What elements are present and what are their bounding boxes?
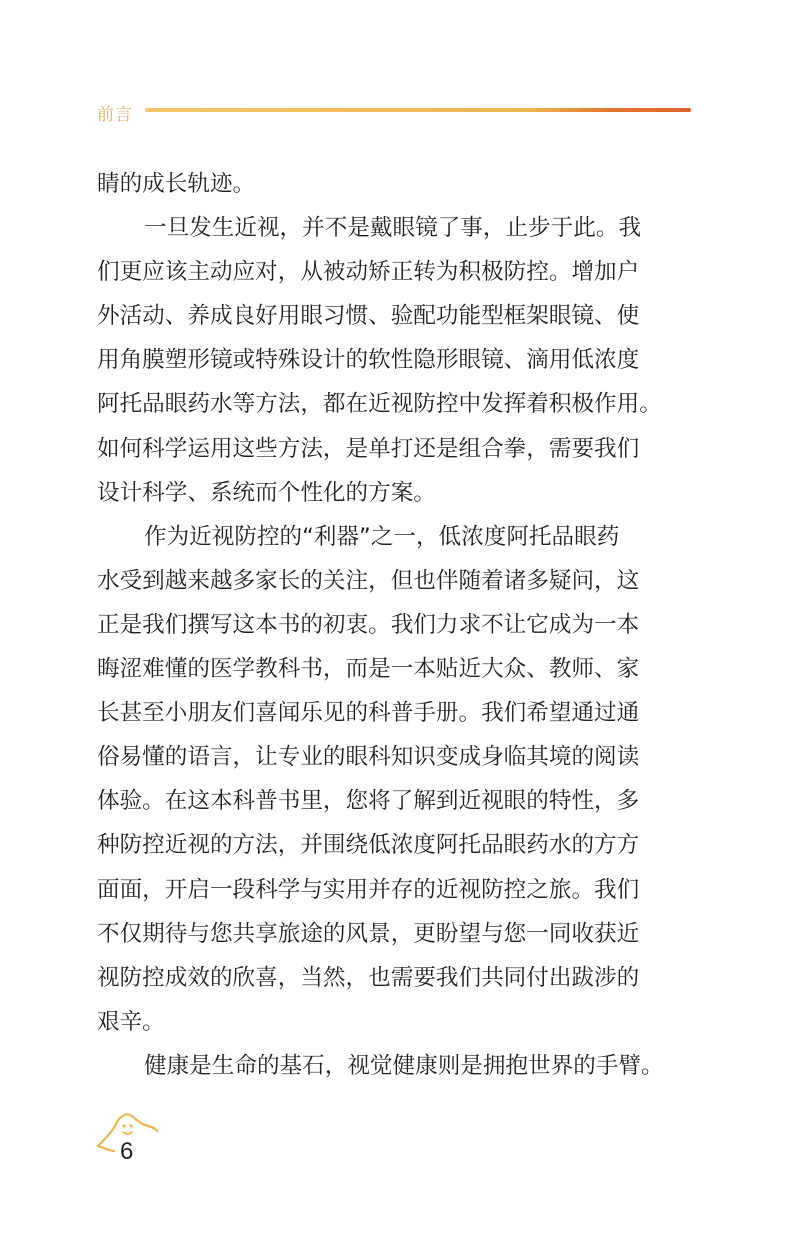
text-line: 不仅期待与您共享旅途的风景，更盼望与您一同收获近 (97, 920, 640, 947)
text-line: 长甚至小朋友们喜闻乐见的科普手册。我们希望通过通 (97, 700, 640, 727)
text-line: 面面，开启一段科学与实用并存的近视防控之旅。我们 (97, 876, 640, 903)
text-line: 俗易懂的语言，让专业的眼科知识变成身临其境的阅读 (97, 744, 640, 771)
body-text (97, 162, 693, 1088)
text-line: 设计科学、系统而个性化的方案。 (97, 479, 436, 506)
text-line: 晦涩难懂的医学教科书，而是一本贴近大众、教师、家 (97, 656, 640, 683)
text-line: 作为近视防控的“利器”之一，低浓度阿托品眼药 (144, 523, 620, 550)
text-line: 一旦发生近视，并不是戴眼镜了事，止步于此。我 (144, 215, 642, 242)
text-line: 视防控成效的欣喜，当然，也需要我们共同付出跋涉的 (97, 964, 640, 991)
text-line: 水受到越来越多家长的关注，但也伴随着诸多疑问，这 (97, 567, 640, 594)
page-footer (96, 1110, 166, 1170)
text-line: 外活动、养成良好用眼习惯、验配功能型框架眼镜、使 (97, 303, 640, 330)
text-line: 如何科学运用这些方法，是单打还是组合拳，需要我们 (97, 435, 640, 462)
text-line: 种防控近视的方法，并围绕低浓度阿托品眼药水的方方 (97, 832, 640, 859)
text-line: 们更应该主动应对，从被动矫正转为积极防控。增加户 (97, 259, 640, 286)
page-number: 6 (120, 1138, 134, 1165)
section-label: 前言 (97, 105, 133, 125)
text-line: 用角膜塑形镜或特殊设计的软性隐形眼镜、滴用低浓度 (97, 347, 640, 374)
header-rule (145, 108, 691, 112)
text-line: 睛的成长轨迹。 (97, 171, 256, 197)
text-line: 健康是生命的基石，视觉健康则是拥抱世界的手臂。 (144, 1052, 664, 1079)
text-line: 正是我们撰写这本书的初衷。我们力求不让它成为一本 (97, 611, 640, 638)
page-header (97, 98, 691, 126)
text-line: 艰辛。 (97, 1008, 165, 1035)
text-line: 体验。在这本科普书里，您将了解到近视眼的特性，多 (97, 788, 640, 815)
text-line: 阿托品眼药水等方法，都在近视防控中发挥着积极作用。 (97, 391, 662, 418)
